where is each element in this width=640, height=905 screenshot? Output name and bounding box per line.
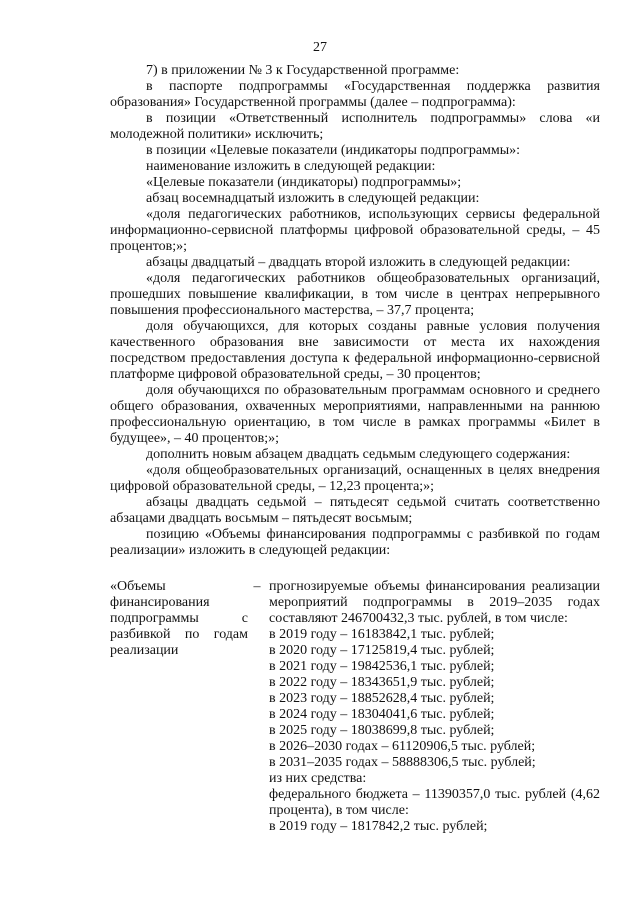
page-number: 27	[313, 40, 327, 55]
paragraph: доля обучающихся, для которых созданы равные условия получения качественного образования вне зависимости от места их нахождения посредством предоставления доступа к федеральной информационно-сервисной платформе цифровой образовательной среды, – 30 процентов;	[110, 319, 600, 382]
paragraph: дополнить новым абзацем двадцать седьмым следующего содержания:	[146, 447, 571, 462]
paragraph: абзац восемнадцатый изложить в следующей редакции:	[146, 191, 480, 206]
paragraph: доля обучающихся по образовательным программам основного и среднего общего образования, охваченных мероприятиями, направленными на раннюю профессиональную ориентацию, в том числе в рамках программы «Билет в будущее», – 40 процентов;»;	[110, 383, 600, 446]
financing-line: из них средства:	[269, 771, 367, 786]
paragraph: наименование изложить в следующей редакции:	[146, 159, 436, 174]
financing-line: в 2024 году – 18304041,6 тыс. рублей;	[269, 707, 495, 722]
paragraph: абзацы двадцатый – двадцать второй изложить в следующей редакции:	[146, 255, 571, 270]
financing-line: в 2019 году – 16183842,1 тыс. рублей;	[269, 627, 495, 642]
paragraph: в позиции «Целевые показатели (индикаторы подпрограммы»:	[146, 143, 521, 158]
paragraph: «доля общеобразовательных организаций, оснащенных в целях внедрения цифровой образовательной среды, – 12,23 процента;»;	[110, 463, 600, 494]
financing-line: прогнозируемые объемы финансирования реализации мероприятий подпрограммы в 2019–2035 годах составляют 246700432,3 тыс. рублей, в том числе:	[269, 579, 600, 626]
financing-line: в 2023 году – 18852628,4 тыс. рублей;	[269, 691, 495, 706]
table-left-cell: «Объемы финансирования подпрограммы с разбивкой по годам реализации	[110, 579, 248, 658]
paragraph: в паспорте подпрограммы «Государственная поддержка развития образования» Государственной программы (далее – подпрограмма):	[110, 79, 600, 110]
paragraph: «доля педагогических работников, использующих сервисы федеральной информационно-сервисной платформы цифровой образовательной среды, – 45 процентов;»;	[110, 207, 600, 254]
financing-line: федерального бюджета – 11390357,0 тыс. рублей (4,62 процента), в том числе:	[269, 787, 600, 818]
paragraph: позицию «Объемы финансирования подпрограммы с разбивкой по годам реализации» изложить в следующей редакции:	[110, 527, 600, 558]
financing-line: в 2022 году – 18343651,9 тыс. рублей;	[269, 675, 495, 690]
financing-line: в 2020 году – 17125819,4 тыс. рублей;	[269, 643, 495, 658]
table-dash: –	[253, 579, 261, 594]
financing-line: в 2031–2035 годах – 58888306,5 тыс. рублей;	[269, 755, 536, 770]
table-right-cell	[269, 579, 600, 835]
paragraph: «Целевые показатели (индикаторы) подпрограммы»;	[146, 175, 462, 190]
paragraph: в позиции «Ответственный исполнитель подпрограммы» слова «и молодежной политики» исключить;	[110, 111, 600, 142]
document-body	[110, 63, 600, 559]
financing-line: в 2021 году – 19842536,1 тыс. рублей;	[269, 659, 495, 674]
paragraph: «доля педагогических работников общеобразовательных организаций, прошедших повышение квалификации, в том числе в центрах непрерывного повышения профессионального мастерства, – 37,7 процента;	[110, 271, 600, 318]
financing-line: в 2025 году – 18038699,8 тыс. рублей;	[269, 723, 495, 738]
financing-line: в 2019 году – 1817842,2 тыс. рублей;	[269, 819, 488, 834]
paragraph: 7) в приложении № 3 к Государственной программе:	[146, 63, 460, 78]
financing-line: в 2026–2030 годах – 61120906,5 тыс. рублей;	[269, 739, 536, 754]
paragraph: абзацы двадцать седьмой – пятьдесят седьмой считать соответственно абзацами двадцать восьмым – пятьдесят восьмым;	[110, 495, 600, 526]
